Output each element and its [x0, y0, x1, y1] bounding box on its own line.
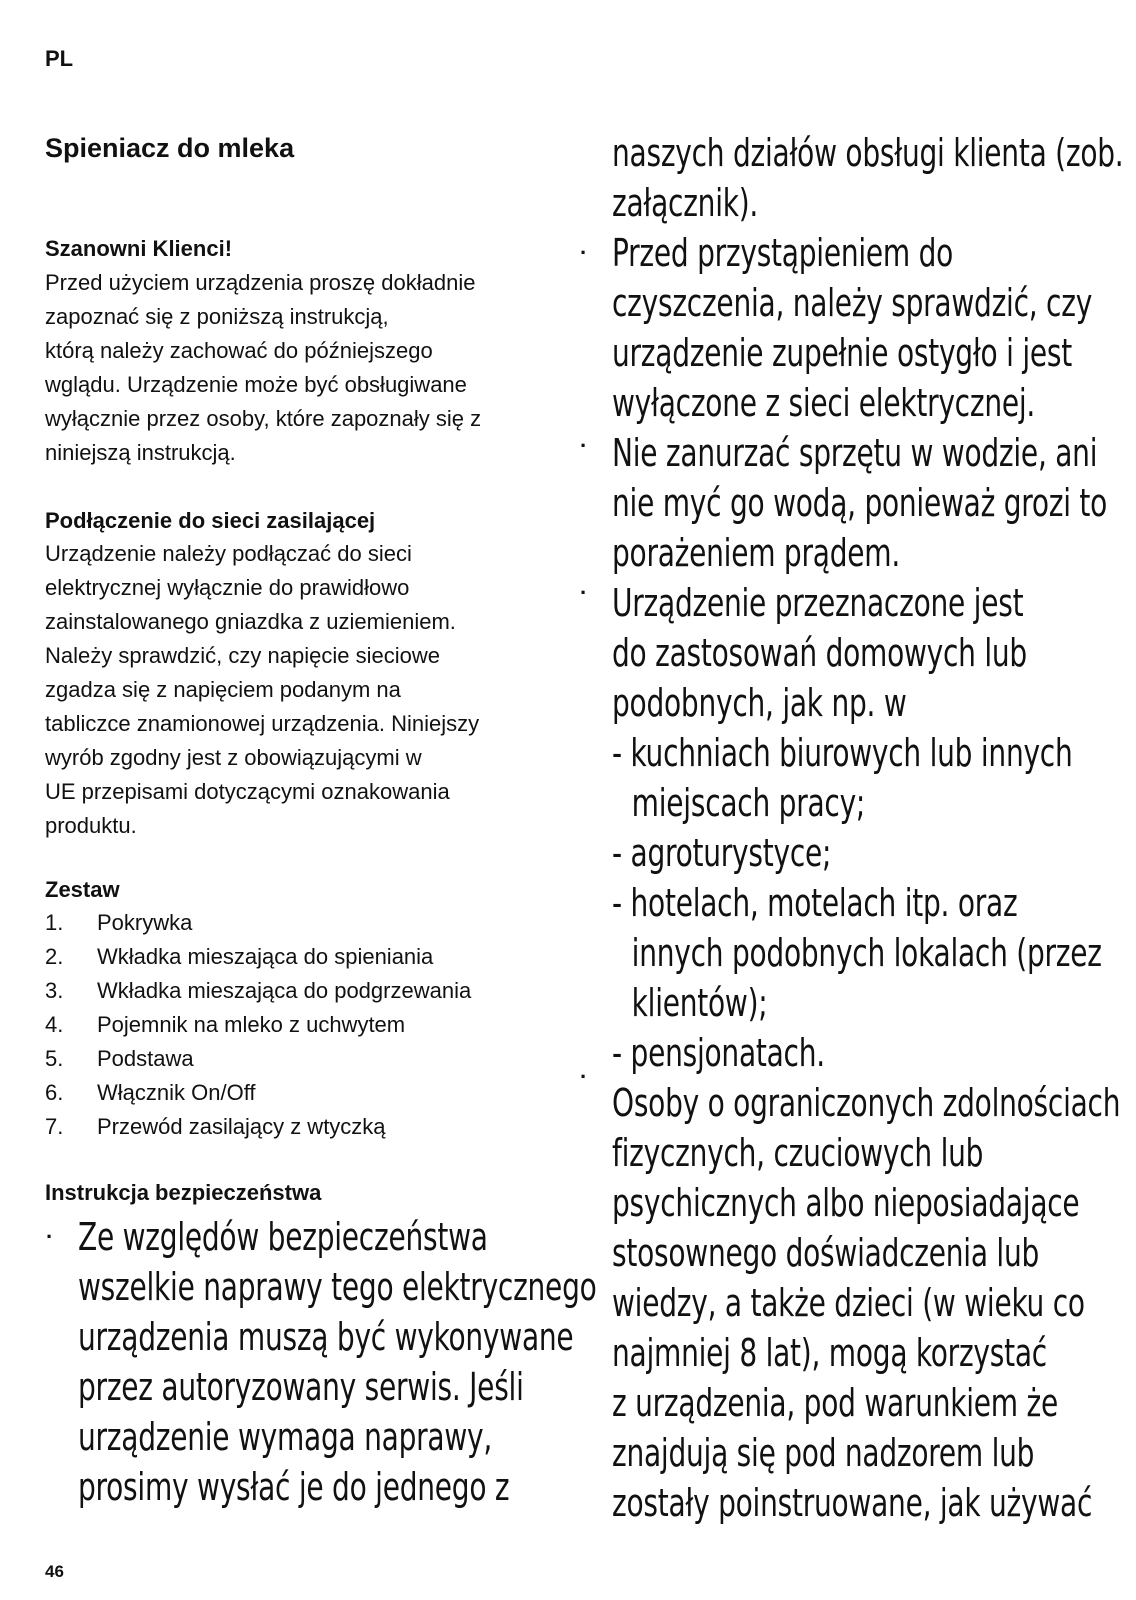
page-title: Spieniacz do mleka — [45, 133, 295, 163]
intro-paragraph — [45, 266, 555, 470]
intro-line: niniejszą instrukcją. — [45, 440, 236, 465]
list-number: 5. — [45, 1046, 64, 1071]
bullet-marker: · — [46, 1224, 54, 1249]
set-list — [45, 906, 471, 1144]
safety-line: z urządzenia, pod warunkiem że — [612, 1381, 1059, 1425]
power-line: zainstalowanego gniazdka z uziemieniem. — [45, 609, 456, 634]
power-line: Należy sprawdzić, czy napięcie sieciowe — [45, 643, 440, 668]
safety-line: naszych działów obsługi klienta (zob. — [612, 131, 1124, 175]
safety-line: - kuchniach biurowych lub innych — [612, 731, 1073, 775]
list-text: Włącznik On/Off — [97, 1080, 256, 1105]
safety-line: urządzenie wymaga naprawy, — [78, 1415, 493, 1459]
safety-line: - hotelach, motelach itp. oraz — [612, 881, 1018, 925]
safety-line: innych podobnych lokalach (przez — [631, 931, 1102, 975]
safety-line: psychicznych albo nieposiadające — [612, 1181, 1080, 1225]
list-item — [45, 1110, 471, 1144]
safety-line: wyłączone z sieci elektrycznej. — [612, 381, 1036, 425]
list-text: Pokrywka — [97, 910, 193, 935]
intro-line: zapoznać się z poniższą instrukcją, — [45, 304, 389, 329]
set-heading: Zestaw — [45, 877, 120, 902]
power-line: zgadza się z napięciem podanym na — [45, 677, 401, 702]
safety-line: Urządzenie przeznaczone jest — [612, 581, 1024, 625]
list-item — [45, 1042, 471, 1076]
list-number: 7. — [45, 1114, 64, 1139]
power-line: Urządzenie należy podłączać do sieci — [45, 541, 412, 566]
safety-line: nie myć go wodą, ponieważ grozi to — [612, 481, 1108, 525]
safety-left-column — [78, 1212, 597, 1512]
bullet-marker: · — [580, 1064, 588, 1089]
safety-line: Przed przystąpieniem do — [612, 231, 954, 275]
power-heading: Podłączenie do sieci zasilającej — [45, 508, 376, 533]
safety-line: klientów); — [631, 981, 768, 1025]
safety-line: miejscach pracy; — [631, 781, 866, 825]
safety-line: - pensjonatach. — [612, 1031, 825, 1075]
power-line: UE przepisami dotyczącymi oznakowania — [45, 779, 450, 804]
list-text: Wkładka mieszająca do podgrzewania — [97, 978, 472, 1003]
list-item — [45, 940, 471, 974]
list-number: 2. — [45, 944, 64, 969]
list-number: 6. — [45, 1080, 64, 1105]
safety-line: urządzenie zupełnie ostygło i jest — [612, 331, 1072, 375]
safety-line: podobnych, jak np. w — [612, 681, 907, 725]
safety-heading: Instrukcja bezpieczeństwa — [45, 1180, 322, 1205]
power-line: produktu. — [45, 813, 137, 838]
safety-line: załącznik). — [612, 181, 759, 225]
power-line: wyrób zgodny jest z obowiązującymi w — [45, 745, 422, 770]
intro-line: wyłącznie przez osoby, które zapoznały się z — [45, 406, 482, 431]
safety-line: fizycznych, czuciowych lub — [612, 1131, 984, 1175]
safety-line: Nie zanurzać sprzętu w wodzie, ani — [612, 431, 1098, 475]
safety-line: urządzenia muszą być wykonywane — [78, 1315, 574, 1359]
safety-line: zostały poinstruowane, jak używać — [612, 1481, 1093, 1525]
safety-line: najmniej 8 lat), mogą korzystać — [612, 1331, 1047, 1375]
intro-line: wglądu. Urządzenie może być obsługiwane — [45, 372, 467, 397]
power-paragraph — [45, 537, 555, 843]
safety-line: - agroturystyce; — [612, 831, 832, 875]
safety-line: znajdują się pod nadzorem lub — [612, 1431, 1035, 1475]
safety-line: czyszczenia, należy sprawdzić, czy — [612, 281, 1093, 325]
intro-heading: Szanowni Klienci! — [45, 236, 233, 261]
safety-line: wiedzy, a także dzieci (w wieku co — [612, 1281, 1085, 1325]
safety-line: prosimy wysłać je do jednego z — [78, 1465, 510, 1509]
list-item — [45, 974, 471, 1008]
safety-line: przez autoryzowany serwis. Jeśli — [78, 1365, 524, 1409]
intro-line: którą należy zachować do późniejszego — [45, 338, 433, 363]
safety-line: Ze względów bezpieczeństwa — [78, 1215, 488, 1259]
bullet-marker: · — [580, 240, 588, 265]
list-item — [45, 1076, 471, 1110]
list-text: Przewód zasilający z wtyczką — [97, 1114, 386, 1139]
page-number: 46 — [45, 1562, 64, 1581]
safety-line: Osoby o ograniczonych zdolnościach — [612, 1081, 1121, 1125]
list-text: Pojemnik na mleko z uchwytem — [97, 1012, 406, 1037]
safety-line: wszelkie naprawy tego elektrycznego — [78, 1265, 597, 1309]
list-text: Wkładka mieszająca do spieniania — [97, 944, 434, 969]
safety-right-column — [612, 128, 1123, 1528]
intro-line: Przed użyciem urządzenia proszę dokładnie — [45, 270, 476, 295]
list-number: 4. — [45, 1012, 64, 1037]
list-number: 1. — [45, 910, 64, 935]
list-item — [45, 1008, 471, 1042]
list-text: Podstawa — [97, 1046, 194, 1071]
safety-line: porażeniem prądem. — [612, 531, 900, 575]
power-line: elektrycznej wyłącznie do prawidłowo — [45, 575, 410, 600]
safety-line: stosownego doświadczenia lub — [612, 1231, 1040, 1275]
list-number: 3. — [45, 978, 64, 1003]
safety-line: do zastosowań domowych lub — [612, 631, 1027, 675]
list-item — [45, 906, 471, 940]
power-line: tabliczce znamionowej urządzenia. Niniejszy — [45, 711, 480, 736]
bullet-marker: · — [580, 433, 588, 458]
language-code: PL — [45, 46, 74, 71]
bullet-marker: · — [580, 580, 588, 605]
